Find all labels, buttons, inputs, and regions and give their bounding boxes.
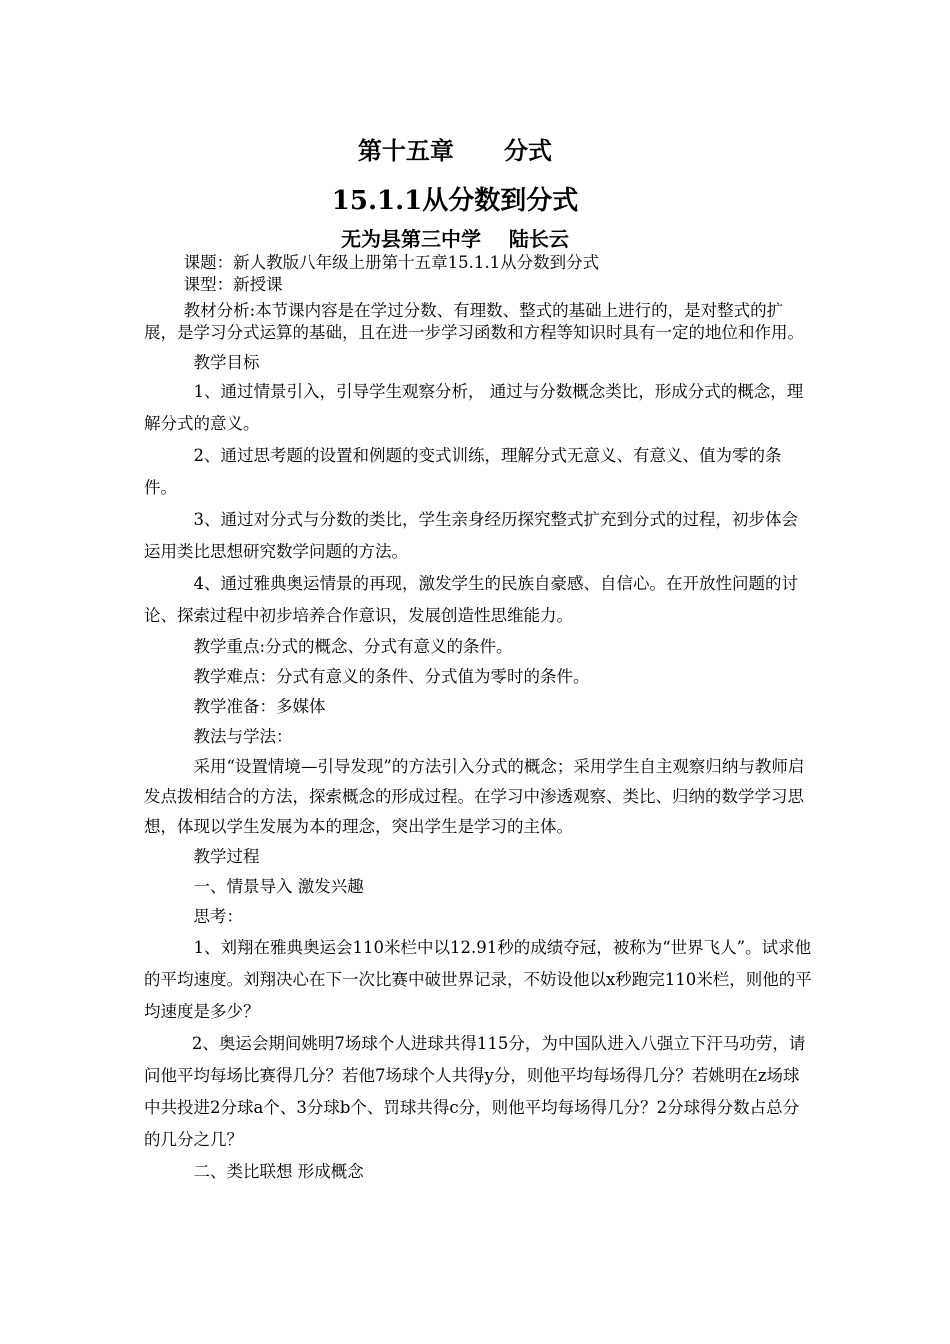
teaching-goals-heading: 教学目标 bbox=[193, 353, 260, 372]
document-body bbox=[144, 252, 812, 1188]
lesson-topic: 课题：新人教版八年级上册第十五章15.1.1从分数到分式 bbox=[183, 253, 600, 272]
thinking-heading: 思考： bbox=[193, 907, 243, 926]
author-line: 无为县第三中学 陆长云 bbox=[341, 227, 569, 251]
difficult-points: 教学难点：分式有意义的条件、分式值为零时的条件。 bbox=[193, 667, 590, 686]
preparation: 教学准备：多媒体 bbox=[193, 697, 326, 716]
key-points: 教学重点:分式的概念、分式有意义的条件。 bbox=[193, 637, 513, 656]
question-2: 2、奥运会期间姚明7场球个人进球共得115分，为中国队进入八强立下汗马功劳，请问他平均每场比赛得几分？若他7场球个人共得y分，则他平均每场得几分？若姚明在z场球中共投进2分球a个、3分球b个、罚球共得c分，则他平均每场得几分？2分球得分数占总分的几分之几？ bbox=[144, 1034, 806, 1149]
lesson-title: 15.1.1从分数到分式 bbox=[331, 186, 579, 216]
process-heading: 教学过程 bbox=[193, 847, 260, 866]
section-1-heading: 一、情景导入 激发兴趣 bbox=[193, 877, 364, 896]
material-analysis: 教材分析:本节课内容是在学过分数、有理数、整式的基础上进行的，是对整式的扩展，是学习分式运算的基础，且在进一步学习函数和方程等知识时具有一定的地位和作用。 bbox=[144, 301, 804, 342]
goal-2: 2、通过思考题的设置和例题的变式训练，理解分式无意义、有意义、值为零的条件。 bbox=[144, 446, 782, 497]
section-2-heading: 二、类比联想 形成概念 bbox=[193, 1162, 364, 1181]
goal-4: 4、通过雅典奥运情景的再现，激发学生的民族自豪感、自信心。在开放性问题的讨论、探索过程中初步培养合作意识，发展创造性思维能力。 bbox=[144, 574, 798, 625]
lesson-type: 课型：新授课 bbox=[183, 275, 283, 294]
methods-heading: 教法与学法： bbox=[193, 727, 293, 746]
methods-text: 采用“设置情境—引导发现”的方法引入分式的概念；采用学生自主观察归纳与教师启发点拨相结合的方法，探索概念的形成过程。在学习中渗透观察、类比、归纳的数学学习思想，体现以学生发展为本的理念，突出学生是学习的主体。 bbox=[144, 757, 805, 836]
goal-1: 1、通过情景引入，引导学生观察分析， 通过与分数概念类比，形成分式的概念，理解分式的意义。 bbox=[144, 382, 804, 433]
question-1: 1、刘翔在雅典奥运会110米栏中以12.91秒的成绩夺冠，被称为“世界飞人”。试求他的平均速度。刘翔决心在下一次比赛中破世界记录，不妨设他以x秒跑完110米栏，则他的平均速度是多少？ bbox=[144, 938, 812, 1021]
chapter-title: 第十五章 分式 bbox=[357, 136, 553, 165]
goal-3: 3、通过对分式与分数的类比，学生亲身经历探究整式扩充到分式的过程，初步体会运用类比思想研究数学问题的方法。 bbox=[144, 510, 798, 561]
